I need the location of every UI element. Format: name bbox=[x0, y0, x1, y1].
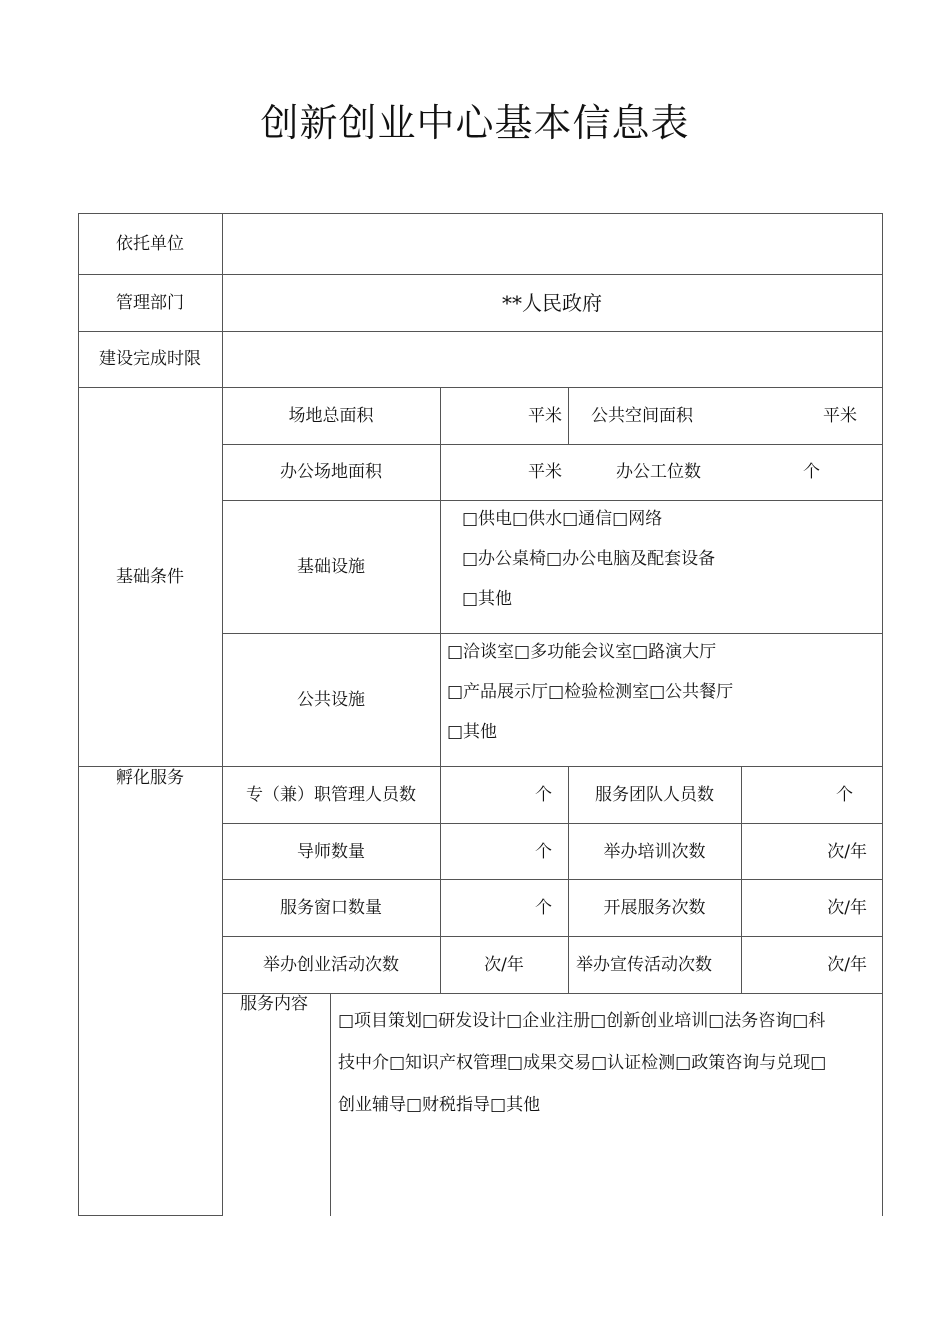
mentors-label: 导师数量 bbox=[297, 842, 365, 862]
row-divider bbox=[222, 444, 883, 445]
team-label: 服务团队人员数 bbox=[595, 785, 714, 805]
mentors-unit: 个 bbox=[535, 842, 552, 862]
management-dept-label: 管理部门 bbox=[116, 293, 184, 313]
public-area-label: 公共空间面积 bbox=[591, 406, 693, 426]
startup-events-unit: 次/年 bbox=[484, 955, 524, 975]
trainings-label: 举办培训次数 bbox=[603, 842, 706, 862]
completion-deadline-label: 建设完成时限 bbox=[99, 349, 201, 369]
managers-unit: 个 bbox=[535, 785, 552, 805]
row-divider bbox=[78, 274, 883, 275]
service-content-label: 服务内容 bbox=[240, 994, 308, 1014]
column-divider bbox=[222, 213, 223, 1216]
row-divider bbox=[222, 936, 883, 937]
office-area-unit: 平米 bbox=[528, 462, 562, 482]
windows-label: 服务窗口数量 bbox=[280, 898, 382, 918]
row-divider bbox=[222, 993, 883, 994]
total-area-unit: 平米 bbox=[528, 406, 562, 426]
services-count-unit: 次/年 bbox=[827, 898, 867, 918]
total-area-label: 场地总面积 bbox=[288, 406, 374, 426]
workstations-unit: 个 bbox=[803, 462, 820, 482]
public-facilities-line: □洽谈室□多功能会议室□路演大厅 bbox=[447, 642, 717, 662]
public-facilities-label: 公共设施 bbox=[297, 690, 365, 710]
team-unit: 个 bbox=[836, 785, 853, 805]
column-divider bbox=[330, 993, 331, 1216]
infrastructure-line: □其他 bbox=[462, 589, 513, 609]
service-content-line: □项目策划□研发设计□企业注册□创新创业培训□法务咨询□科 bbox=[338, 1011, 826, 1031]
promo-events-unit: 次/年 bbox=[827, 955, 867, 975]
row-divider bbox=[78, 387, 883, 388]
public-facilities-options bbox=[447, 631, 733, 751]
row-divider bbox=[78, 766, 883, 767]
service-content-line: 技中介□知识产权管理□成果交易□认证检测□政策咨询与兑现□ bbox=[338, 1053, 827, 1073]
public-facilities-line: □产品展示厅□检验检测室□公共餐厅 bbox=[447, 682, 734, 702]
basic-conditions-label: 基础条件 bbox=[116, 567, 184, 587]
office-area-label: 办公场地面积 bbox=[280, 462, 382, 482]
infrastructure-label: 基础设施 bbox=[297, 557, 365, 577]
table-border-bottom bbox=[78, 1215, 223, 1216]
promo-events-label: 举办宣传活动次数 bbox=[576, 955, 712, 975]
row-divider bbox=[78, 331, 883, 332]
row-divider bbox=[222, 879, 883, 880]
page-title: 创新创业中心基本信息表 bbox=[260, 101, 690, 145]
incubation-label: 孵化服务 bbox=[116, 768, 184, 788]
table-border-right bbox=[882, 213, 883, 1216]
row-divider bbox=[222, 823, 883, 824]
managers-label: 专（兼）职管理人员数 bbox=[246, 785, 416, 805]
infrastructure-line: □办公桌椅□办公电脑及配套设备 bbox=[462, 549, 716, 569]
service-content-line: 创业辅导□财税指导□其他 bbox=[338, 1095, 541, 1115]
trainings-unit: 次/年 bbox=[827, 842, 867, 862]
infrastructure-line: □供电□供水□通信□网络 bbox=[462, 509, 663, 529]
column-divider bbox=[568, 387, 569, 444]
table-border-top bbox=[78, 213, 883, 214]
services-count-label: 开展服务次数 bbox=[603, 898, 706, 918]
startup-events-label: 举办创业活动次数 bbox=[263, 955, 399, 975]
workstations-label: 办公工位数 bbox=[616, 462, 701, 482]
management-dept-value: **人民政府 bbox=[502, 291, 602, 315]
windows-unit: 个 bbox=[535, 898, 552, 918]
public-area-unit: 平米 bbox=[823, 406, 857, 426]
infrastructure-options bbox=[462, 498, 715, 618]
service-content-options bbox=[338, 1000, 878, 1126]
public-facilities-line: □其他 bbox=[447, 722, 498, 742]
host-unit-label: 依托单位 bbox=[116, 234, 184, 254]
